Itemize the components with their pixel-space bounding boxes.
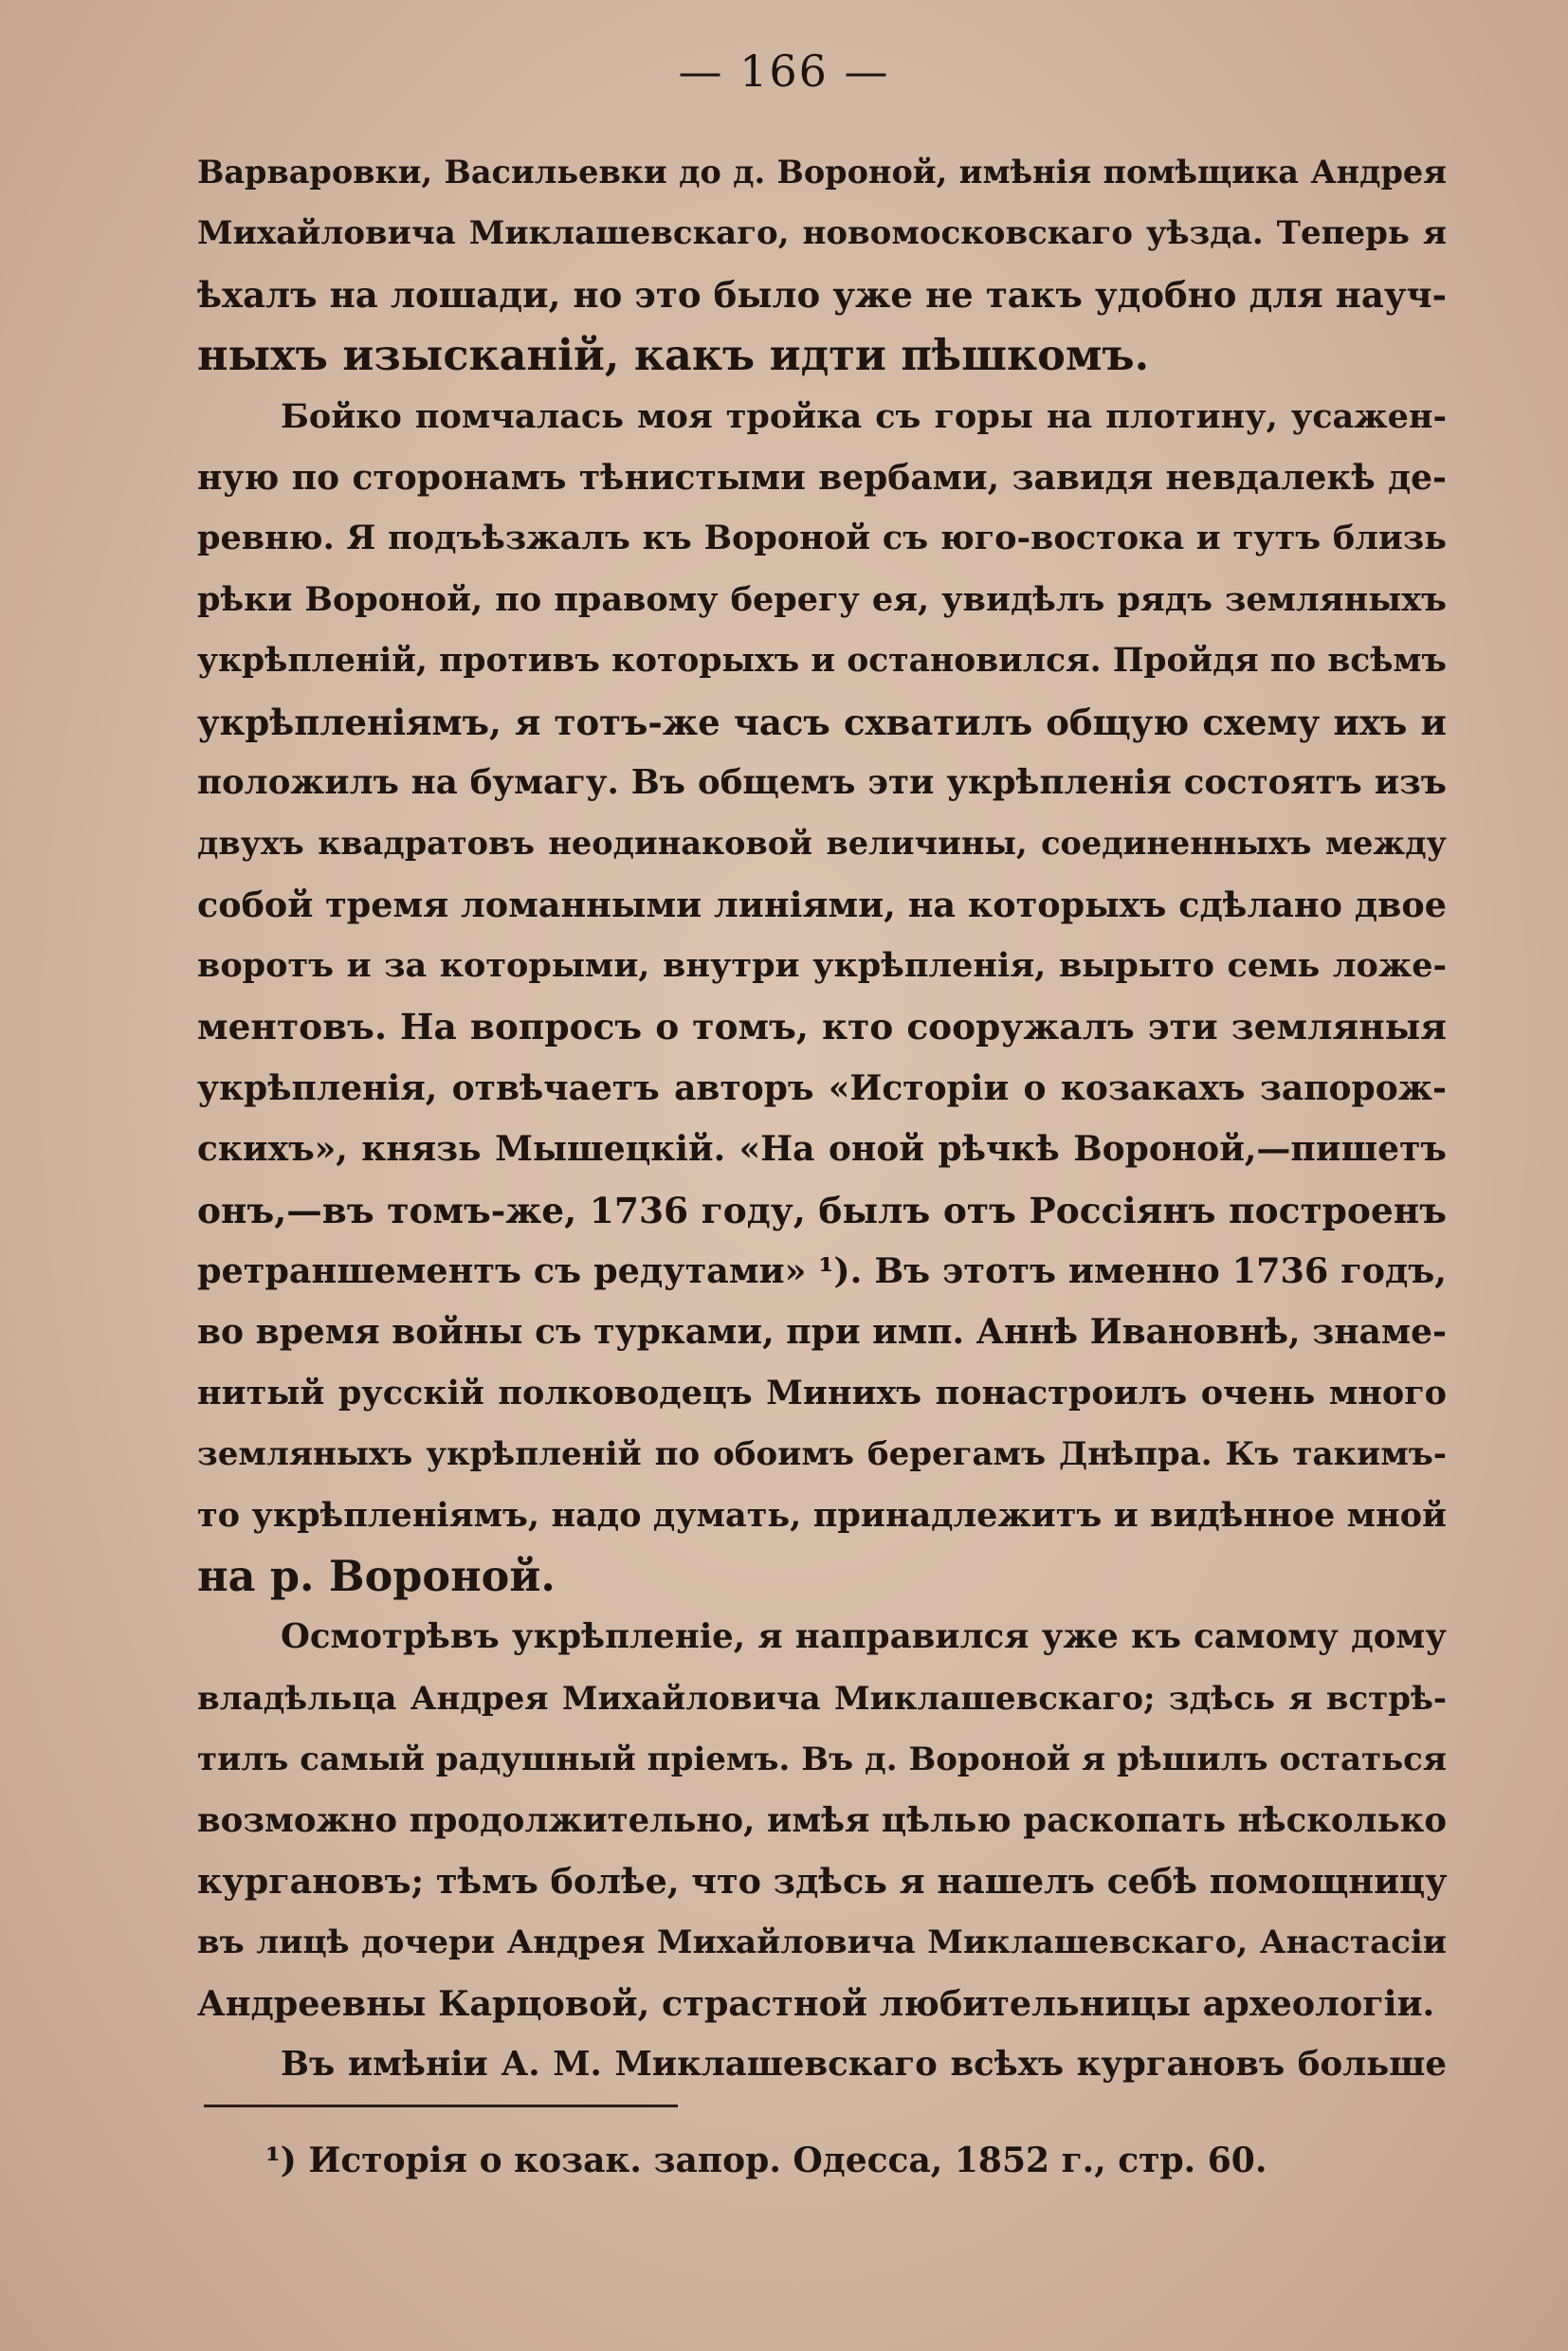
paragraph — [197, 142, 1447, 387]
text-line: Въ имѣніи А. М. Миклашевскаго всѣхъ кургановъ больше — [281, 2045, 1447, 2085]
text-line: Осмотрѣвъ укрѣпленіе, я направился уже къ самому дому — [281, 1617, 1447, 1657]
text-line: укрѣпленіямъ, я тотъ-же часъ схватилъ общую схему ихъ и — [197, 701, 1447, 743]
footnote-divider — [204, 2105, 678, 2107]
text-line: Бойко помчалась моя тройка съ горы на плотину, усажен- — [281, 396, 1447, 436]
footnote: ¹) Исторія о козак. запор. Одесса, 1852 г., стр. 60. — [265, 2141, 1267, 2180]
text-line: ментовъ. На вопросъ о томъ, кто сооружалъ эти земляныя — [197, 1006, 1447, 1048]
text-line: во время войны съ турками, при имп. Аннѣ Ивановнѣ, знаме- — [197, 1312, 1447, 1353]
text-line: рѣки Вороной, по правому берегу ея, увидѣлъ рядъ земляныхъ — [197, 579, 1447, 619]
paragraph — [197, 2034, 1447, 2095]
text-line: нитый русскій полководецъ Минихъ понастроилъ очень много — [197, 1373, 1447, 1412]
text-line: ѣхалъ на лошади, но это было уже не такъ удобно для науч- — [197, 273, 1447, 316]
text-line: положилъ на бумагу. Въ общемъ эти укрѣпленія состоятъ изъ — [197, 762, 1447, 802]
text-line: двухъ квадратовъ неодинаковой величины, соединенныхъ между — [197, 825, 1447, 863]
text-line: Андреевны Карцовой, страстной любительницы археологіи. — [197, 1982, 1435, 2024]
text-line: въ лицѣ дочери Андрея Михайловича Миклашевскаго, Анастасіи — [197, 1923, 1447, 1962]
paragraph — [197, 1607, 1447, 2034]
text-line: владѣльца Андрея Михайловича Миклашевскаго; здѣсь я встрѣ- — [197, 1679, 1447, 1718]
text-line: онъ,—въ томъ-же, 1736 году, былъ отъ Россіянъ построенъ — [197, 1189, 1447, 1231]
text-line: тилъ самый радушный пріемъ. Въ д. Вороной я рѣшилъ остаться — [197, 1740, 1447, 1779]
text-line: на р. Вороной. — [197, 1551, 556, 1601]
page-number: — 166 — — [678, 46, 890, 97]
text-line: ную по сторонамъ тѣнистыми вербами, завидя невдалекѣ де- — [197, 457, 1447, 498]
text-line: скихъ», князь Мышецкій. «На оной рѣчкѣ Вороной,—пишетъ — [197, 1129, 1447, 1170]
text-line: ревню. Я подъѣзжалъ къ Вороной съ юго-востока и тутъ близь — [197, 519, 1447, 558]
text-line: ныхъ изысканій, какъ идти пѣшкомъ. — [197, 331, 1150, 381]
body-text — [197, 142, 1447, 2096]
text-line: то укрѣпленіямъ, надо думать, принадлежитъ и видѣнное мной — [197, 1495, 1447, 1535]
text-line: земляныхъ укрѣпленій по обоимъ берегамъ Днѣпра. Къ такимъ- — [197, 1435, 1447, 1474]
text-line: укрѣпленій, противъ которыхъ и остановился. Пройдя по всѣмъ — [197, 642, 1447, 681]
text-line: кургановъ; тѣмъ болѣе, что здѣсь я нашелъ себѣ помощницу — [197, 1860, 1448, 1902]
text-line: воротъ и за которыми, внутри укрѣпленія, вырыто семь ложе- — [197, 946, 1447, 986]
text-line: собой тремя ломанными линіями, на которыхъ сдѣлано двое — [197, 884, 1447, 925]
paragraph — [197, 387, 1447, 1608]
text-line: укрѣпленія, отвѣчаетъ авторъ «Исторіи о козакахъ запорож- — [197, 1067, 1447, 1108]
text-line: возможно продолжительно, имѣя цѣлью раскопать нѣсколько — [197, 1800, 1447, 1840]
text-line: ретраншементъ съ редутами» ¹). Въ этотъ именно 1736 годъ, — [197, 1250, 1447, 1292]
text-line: Варваровки, Васильевки до д. Вороной, имѣнія помѣщика Андрея — [197, 154, 1447, 191]
text-line: Михайловича Миклашевскаго, новомосковскаго уѣзда. Теперь я — [197, 214, 1447, 253]
